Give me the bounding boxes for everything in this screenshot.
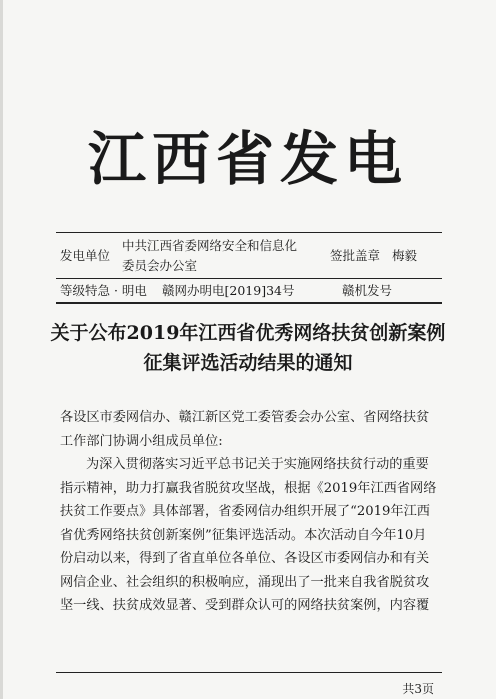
- issuing-number: 赣机发号: [342, 283, 393, 298]
- paragraph-line: 网信企业、社会组织的积极响应，涌现出了一批来自我省脱贫攻: [60, 574, 430, 590]
- header-bottom-rule: [56, 302, 442, 304]
- paragraph-line: 指示精神，助力打赢我省脱贫攻坚战，根据《2019年江西省网络: [60, 480, 437, 496]
- document-number: 赣网办明电[2019]34号: [162, 283, 295, 298]
- paragraph-line: 省优秀网络扶贫创新案例”征集评选活动。本次活动自今年10月: [60, 527, 427, 543]
- header-top-rule: [56, 232, 442, 233]
- paragraph-line: 坚一线、扶贫成效显著、受到群众认可的网络扶贫案例，内容覆: [60, 598, 430, 613]
- address-line: 工作部门协调小组成员单位:: [60, 433, 223, 449]
- address-line: 各设区市委网信办、赣江新区党工委管委会办公室、省网络扶贫: [60, 410, 430, 425]
- signer-label: 签批盖章: [330, 248, 381, 263]
- paragraph-line: 扶贫工作要点》具体部署，省委网信办组织开展了“2019年江西: [60, 504, 430, 519]
- masthead-title: 江西省发电: [87, 125, 408, 193]
- document-body: [60, 406, 440, 618]
- paragraph-line: 份启动以来，得到了省直单位各单位、各设区市委网信办和有关: [60, 551, 430, 566]
- sender-name-line1: 中共江西省委网络安全和信息化: [122, 238, 298, 253]
- priority-level: 等级特急 · 明电: [60, 283, 147, 298]
- sender-label: 发电单位: [60, 248, 111, 263]
- footer-rule: [56, 672, 442, 673]
- page-count: 共3页: [402, 682, 434, 696]
- document-title-line1: 关于公布2019年江西省优秀网络扶贫创新案例: [50, 322, 446, 344]
- paragraph-line: 为深入贯彻落实习近平总书记关于实施网络扶贫行动的重要: [86, 457, 429, 472]
- sender-name-line2: 委员会办公室: [122, 258, 198, 273]
- signer-name: 梅毅: [392, 248, 418, 263]
- header-middle-rule: [56, 278, 442, 279]
- document-title-line2: 征集评选活动结果的通知: [143, 352, 353, 374]
